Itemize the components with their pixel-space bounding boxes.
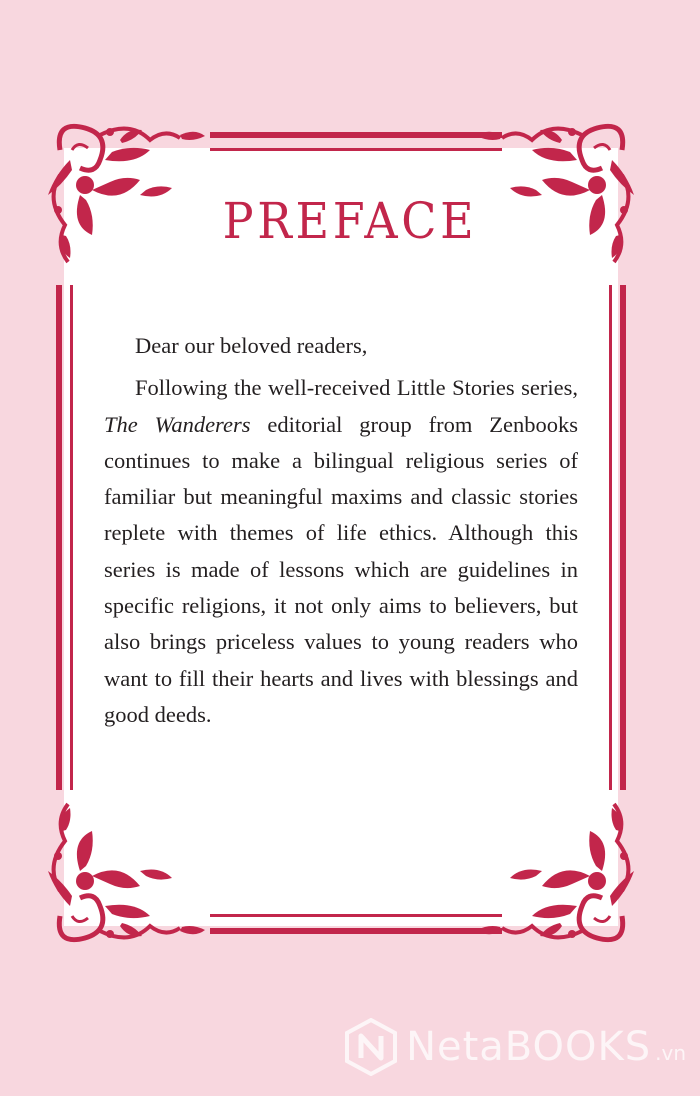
- preface-body: [104, 328, 578, 733]
- greeting-line: Dear our beloved readers,: [135, 333, 368, 358]
- preface-paragraph: [104, 370, 578, 733]
- watermark: [344, 1018, 686, 1076]
- paragraph-rest: editorial group from Zenbooks continues to make a bilingual religious series of familiar but meaningful maxims and classic stories replete with themes of life ethics. Although this series is made of lessons which are guidelines in specific religions, it not only aims to believers, but also brings priceless values to young readers who want to fill their hearts and lives with blessings and good deeds.: [104, 411, 578, 727]
- paragraph-start: Following the well-received Little Stories series,: [135, 375, 578, 401]
- bottom-bar-thick: [210, 928, 502, 934]
- watermark-tld: .vn: [655, 1041, 686, 1065]
- top-bar-thick: [210, 132, 502, 138]
- left-bar-thick: [56, 285, 62, 790]
- watermark-brand: NetaBOOKS: [406, 1024, 652, 1070]
- right-bar-thick: [620, 285, 626, 790]
- series-title: The Wanderers: [104, 411, 251, 437]
- netabooks-logo-icon: [344, 1018, 398, 1076]
- page-title: PREFACE: [222, 192, 478, 250]
